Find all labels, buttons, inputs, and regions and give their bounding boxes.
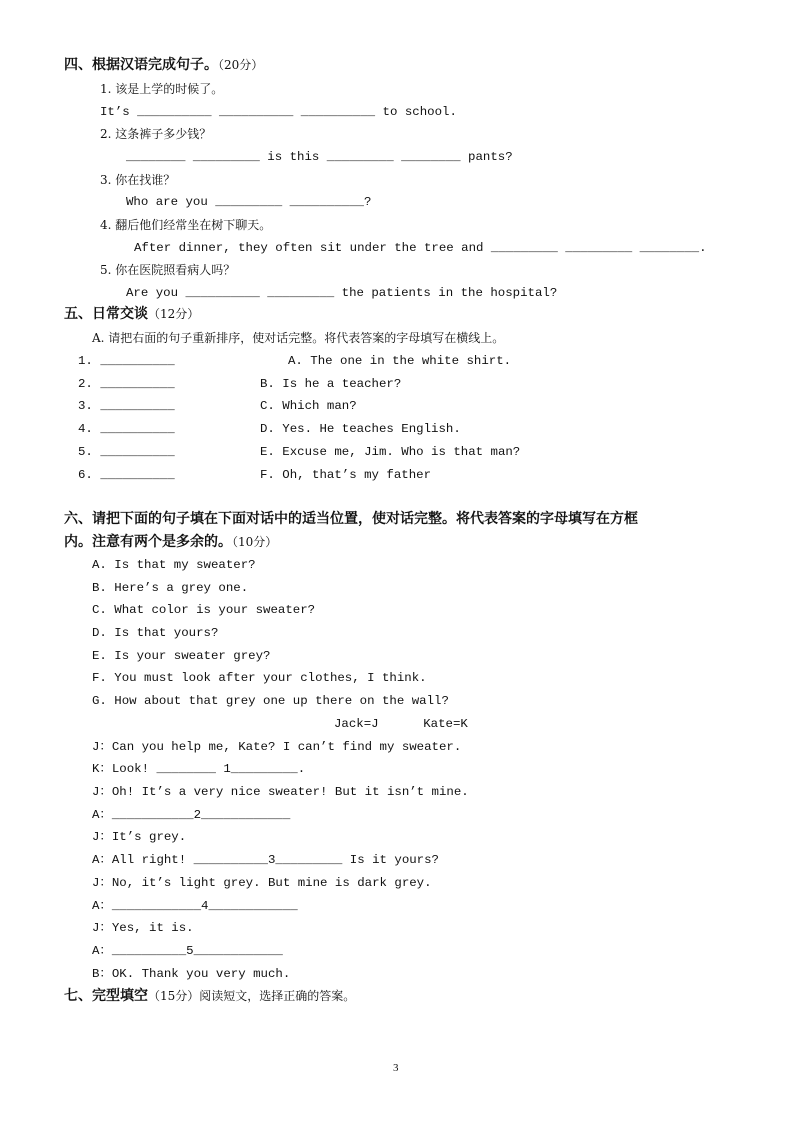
s6-dialogue-line-4: A：___________2____________ xyxy=(92,808,291,822)
section-6-title: 内。注意有两个是多余的。 xyxy=(64,534,232,550)
section-7-heading xyxy=(64,987,355,1005)
section-7-title: 七、完型填空 xyxy=(64,988,148,1004)
s6-dialogue-line-2: K：Look! ________ 1_________. xyxy=(92,762,306,776)
section-5-points: （12分） xyxy=(148,307,200,321)
s5-option-c: C. Which man? xyxy=(260,399,357,413)
s6-option-d: D. Is that yours? xyxy=(92,626,219,640)
section-6-heading-line1: 六、请把下面的句子填在下面对话中的适当位置，使对话完整。将代表答案的字母填写在方框 xyxy=(64,511,638,527)
section-7-instruction: 阅读短文，选择正确的答案。 xyxy=(199,989,356,1003)
s5-option-e: E. Excuse me, Jim. Who is that man? xyxy=(260,445,521,459)
s6-option-a: A. Is that my sweater? xyxy=(92,558,256,572)
s5-option-d: D. Yes. He teaches English. xyxy=(260,422,461,436)
section-6-heading-line2 xyxy=(64,533,277,551)
s5-row-6: 6. __________ xyxy=(78,468,175,482)
section-4-title: 四、根据汉语完成句子。 xyxy=(64,57,218,73)
s4-item-3-en: Who are you _________ __________? xyxy=(126,195,372,209)
s5-option-f: F. Oh, that’s my father xyxy=(260,468,432,482)
section-5-heading xyxy=(64,305,199,323)
s6-option-g: G. How about that grey one up there on the wall? xyxy=(92,694,449,708)
s6-option-c: C. What color is your sweater? xyxy=(92,603,316,617)
s6-dialogue-line-7: J：No, it’s light grey. But mine is dark grey. xyxy=(92,876,432,890)
section-4-points: （20分） xyxy=(218,58,264,72)
s4-item-4-zh: 4. 翻后他们经常坐在树下聊天。 xyxy=(100,218,272,232)
section-5-title: 五、日常交谈 xyxy=(64,306,148,322)
s6-dialogue-line-1: J：Can you help me, Kate? I can’t find my sweater. xyxy=(92,740,462,754)
s4-item-5-zh: 5. 你在医院照看病人吗？ xyxy=(100,263,236,277)
s5-row-2: 2. __________ xyxy=(78,377,175,391)
s4-item-3-zh: 3. 你在找谁？ xyxy=(100,173,176,187)
section-5-instruction: A. 请把右面的句子重新排序，使对话完整。将代表答案的字母填写在横线上。 xyxy=(92,331,505,345)
s5-row-1: 1. __________ xyxy=(78,354,175,368)
s6-dialogue-line-9: J：Yes, it is. xyxy=(92,921,194,935)
s6-option-b: B. Here’s a grey one. xyxy=(92,581,249,595)
section-4-heading xyxy=(64,56,263,74)
s6-dialogue-line-3: J：Oh! It’s a very nice sweater! But it isn’t mine. xyxy=(92,785,469,799)
s4-item-5-en: Are you __________ _________ the patients in the hospital? xyxy=(126,286,558,300)
s5-option-b: B. Is he a teacher? xyxy=(260,377,402,391)
s6-option-e: E. Is your sweater grey? xyxy=(92,649,271,663)
s6-dialogue-line-8: A：____________4____________ xyxy=(92,899,298,913)
s6-dialogue-line-10: A：__________5____________ xyxy=(92,944,283,958)
s6-option-f: F. You must look after your clothes, I think. xyxy=(92,671,427,685)
s5-row-4: 4. __________ xyxy=(78,422,175,436)
s4-item-2-en: ________ _________ is this _________ ________ pants? xyxy=(126,150,513,164)
s6-dialogue-line-6: A：All right! __________3_________ Is it yours? xyxy=(92,853,439,867)
s5-row-3: 3. __________ xyxy=(78,399,175,413)
s4-item-1-en: It’s __________ __________ __________ to school. xyxy=(100,105,457,119)
s6-dialogue-line-5: J：It’s grey. xyxy=(92,830,187,844)
s4-item-2-zh: 2. 这条裤子多少钱？ xyxy=(100,127,212,141)
s6-speakers: Jack=J Kate=K xyxy=(334,717,468,731)
page-number: 3 xyxy=(393,1062,399,1074)
s4-item-1-zh: 1. 该是上学的时候了。 xyxy=(100,82,224,96)
s6-dialogue-line-11: B：OK. Thank you very much. xyxy=(92,967,291,981)
s4-item-4-en: After dinner, they often sit under the tree and _________ _________ ________. xyxy=(134,241,707,255)
section-6-points: （10分） xyxy=(232,535,278,549)
s5-option-a: A. The one in the white shirt. xyxy=(288,354,512,368)
section-7-points: （15分） xyxy=(148,989,200,1003)
s5-row-5: 5. __________ xyxy=(78,445,175,459)
